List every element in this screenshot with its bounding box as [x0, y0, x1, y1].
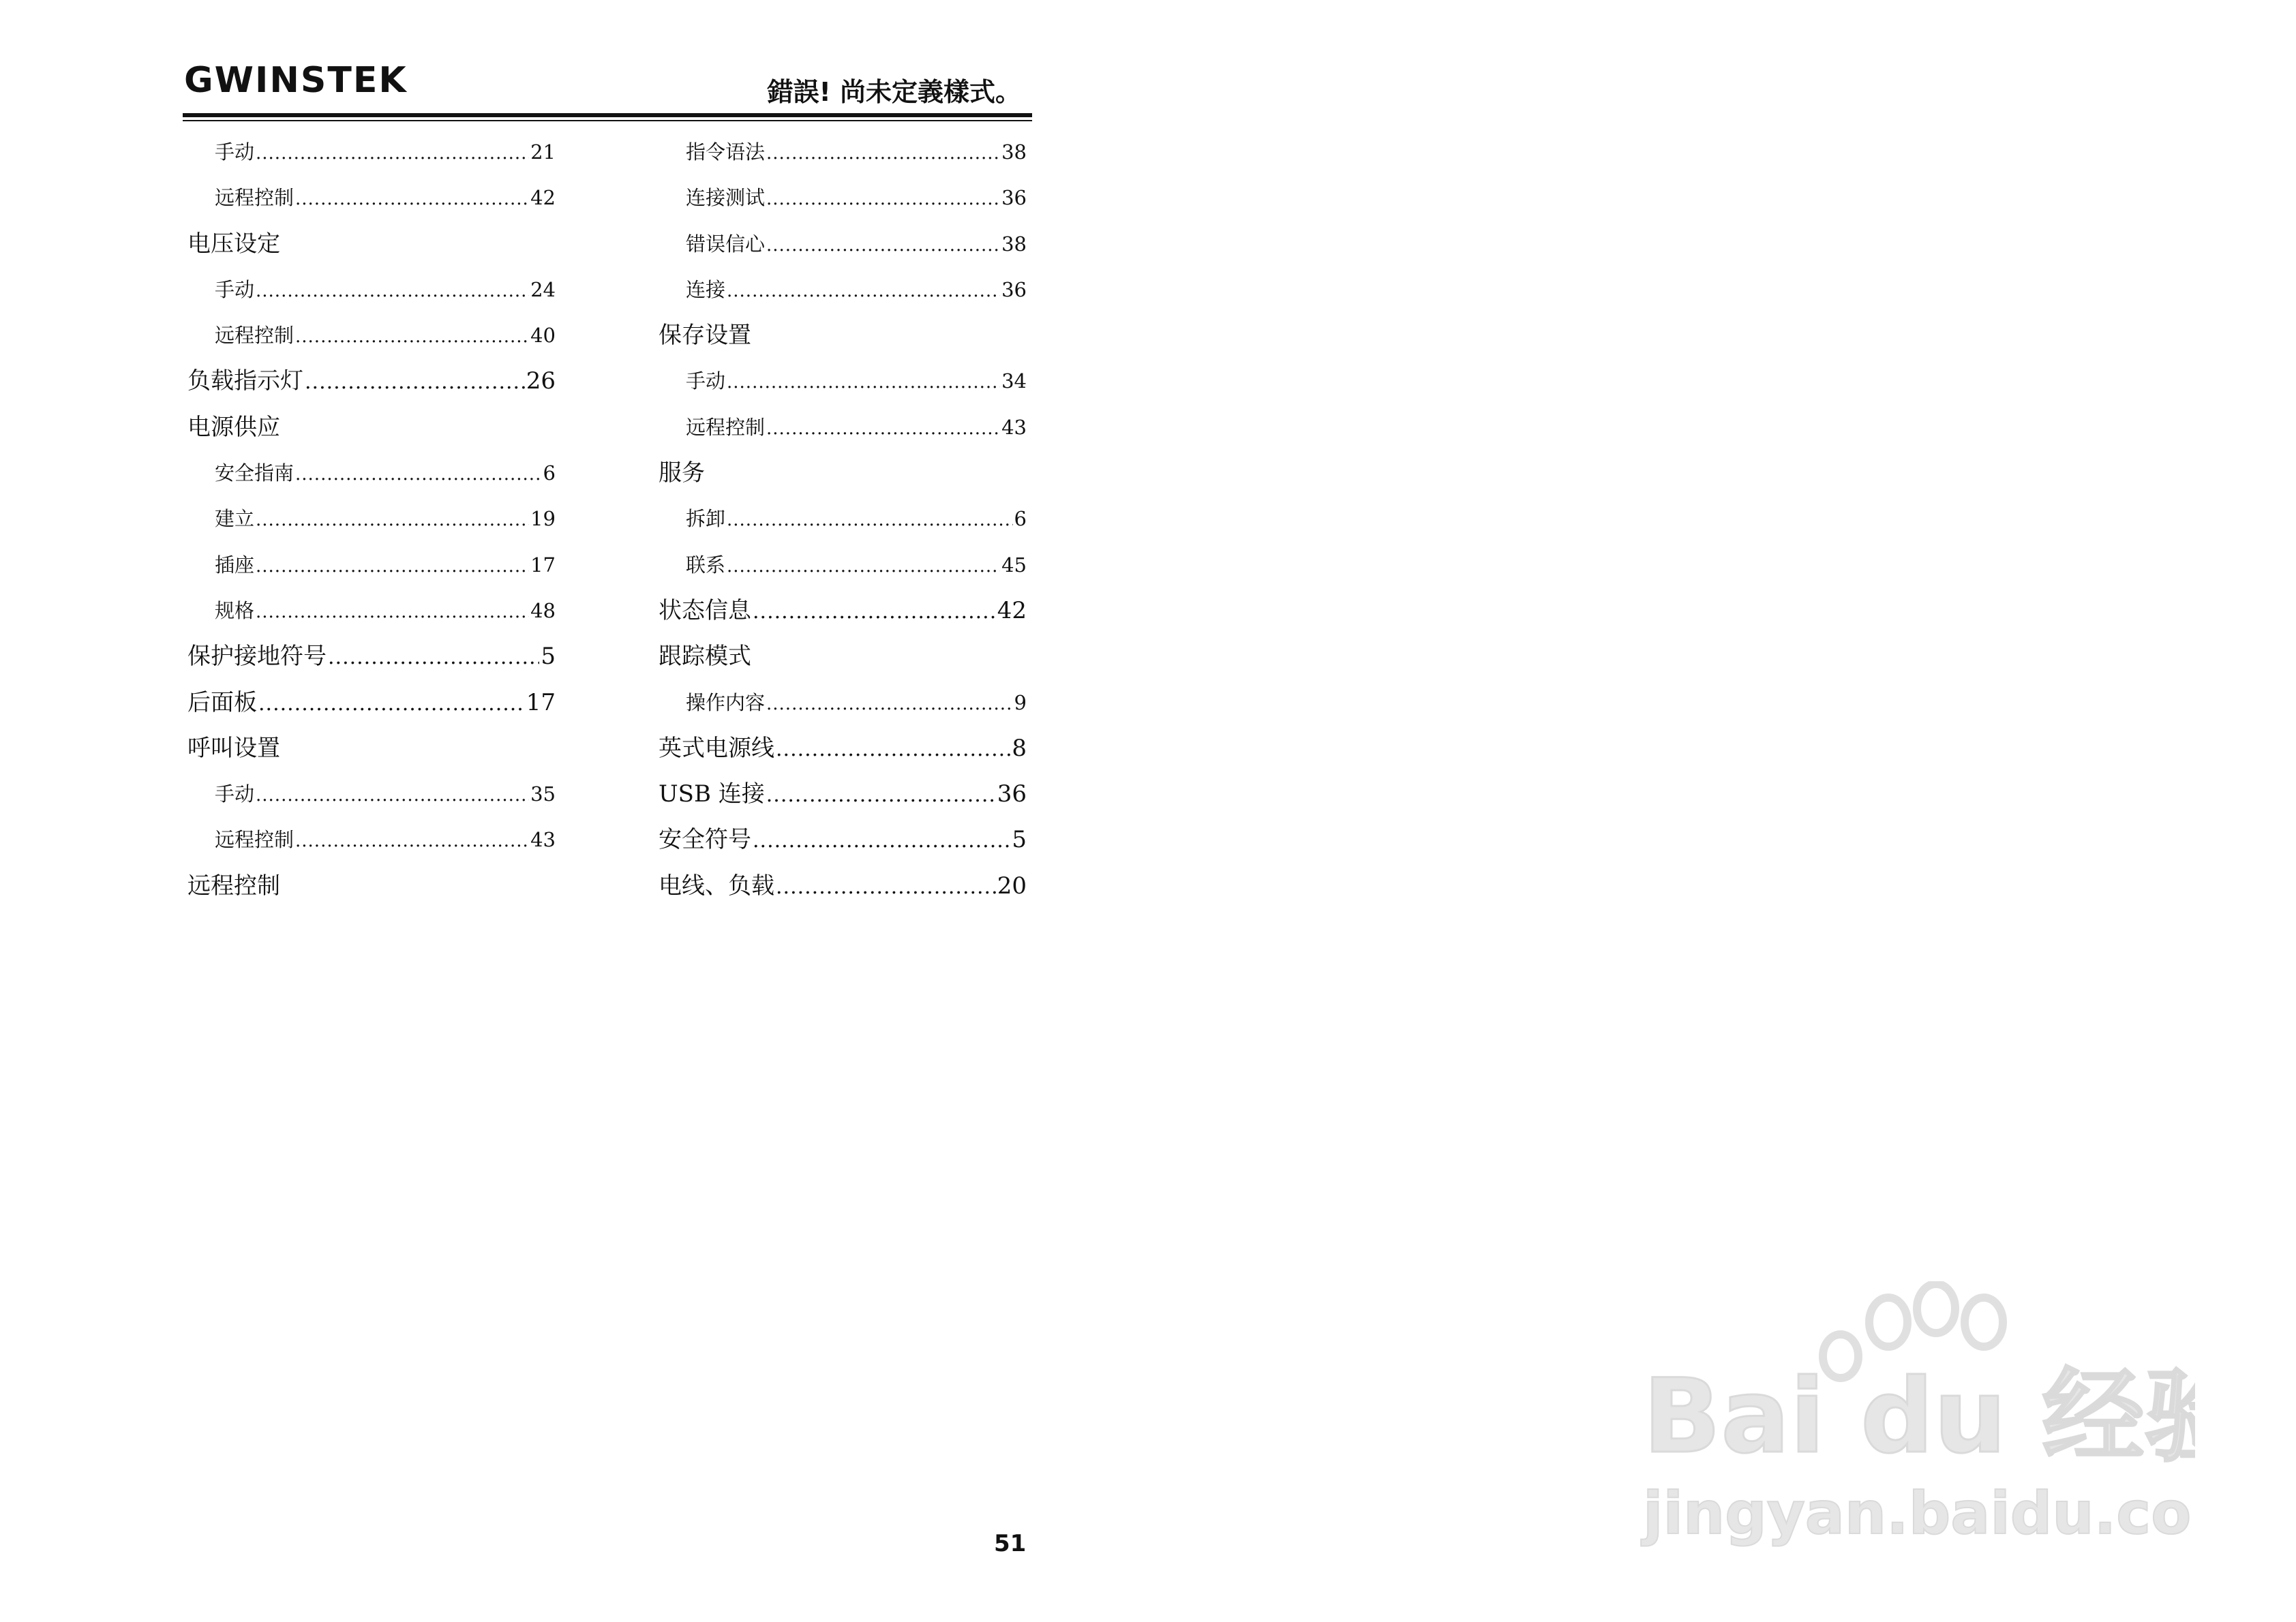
index-entry-page: 48	[530, 598, 556, 622]
index-entry-page: 5	[1012, 826, 1027, 854]
watermark-url: jingyan.baidu.com	[1643, 1480, 2195, 1548]
index-leader-dots	[776, 863, 996, 910]
index-leader-dots	[256, 771, 529, 818]
index-column-left	[187, 129, 556, 909]
index-leader-dots	[776, 726, 1010, 772]
index-entry-label: 手动	[215, 782, 255, 806]
page-number: 51	[994, 1530, 1027, 1557]
index-leader-dots	[766, 129, 1000, 177]
header-rule-thick	[183, 113, 1032, 117]
index-entry	[659, 175, 1027, 221]
index-entry-page: 43	[1001, 415, 1027, 439]
index-leader-dots	[295, 175, 529, 222]
index-entry-label: 状态信息	[659, 596, 751, 624]
index-entry-page: 34	[1001, 369, 1027, 393]
index-entry	[659, 726, 1027, 771]
index-entry	[187, 634, 556, 679]
index-entry-label: 建立	[215, 507, 255, 531]
index-leader-dots	[766, 405, 1000, 452]
index-entry-label: 联系	[686, 553, 726, 577]
index-entry-page: 8	[1012, 734, 1027, 762]
index-entry-label: 服务	[659, 459, 705, 487]
index-entry-label: 保存设置	[659, 322, 751, 350]
index-leader-dots	[305, 358, 525, 405]
index-entry-label: 远程控制	[215, 828, 294, 852]
index-entry-page: 21	[530, 140, 556, 164]
index-leader-dots	[295, 817, 529, 864]
index-leader-dots	[727, 358, 1000, 406]
index-entry	[187, 129, 556, 175]
index-entry-label: 远程控制	[187, 872, 280, 900]
index-entry-page: 38	[1001, 232, 1027, 256]
index-entry-label: 电线、负载	[659, 872, 774, 900]
index-entry-label: 拆卸	[686, 507, 726, 531]
index-entry-label: 连接	[686, 277, 726, 301]
index-leader-dots	[766, 175, 1000, 222]
index-entry-label: 保护接地符号	[187, 643, 327, 671]
index-entry	[659, 267, 1027, 313]
index-entry-label: 负载指示灯	[187, 367, 303, 395]
index-leader-dots	[766, 221, 1000, 269]
index-entry	[187, 680, 556, 726]
index-entry	[187, 771, 556, 817]
index-entry-label: 英式电源线	[659, 734, 774, 762]
watermark-brand: Bai du 经验	[1643, 1358, 2195, 1476]
index-entry	[187, 358, 556, 404]
index-leader-dots	[295, 313, 529, 360]
index-entry	[659, 863, 1027, 909]
index-entry	[659, 221, 1027, 267]
index-entry-label: 跟踪模式	[659, 643, 751, 671]
index-entry-label: 手动	[686, 369, 726, 393]
index-entry-page: 5	[541, 643, 556, 671]
paw-icon	[1636, 1281, 2195, 1554]
index-entry-page: 36	[997, 780, 1027, 808]
baidu-watermark	[1636, 1281, 2195, 1554]
index-entry	[659, 588, 1027, 634]
index-entry	[187, 221, 556, 267]
index-leader-dots	[256, 129, 529, 177]
header-rule-thin	[183, 120, 1032, 121]
index-leader-dots	[295, 450, 542, 498]
index-entry	[659, 129, 1027, 175]
index-entry	[187, 313, 556, 358]
index-leader-dots	[256, 496, 529, 543]
index-entry-label: 远程控制	[215, 186, 294, 210]
index-column-right	[659, 129, 1027, 909]
index-entry-label: 后面板	[187, 688, 257, 716]
index-entry-label: 指令语法	[686, 140, 766, 164]
index-entry-label: 电压设定	[187, 230, 280, 258]
index-entry-page: 36	[1001, 277, 1027, 301]
header-title: 錯誤! 尚未定義樣式。	[767, 77, 1021, 107]
index-leader-dots	[256, 588, 529, 635]
index-entry-label: 连接测试	[686, 186, 766, 210]
index-leader-dots	[727, 542, 1000, 590]
index-entry	[659, 771, 1027, 817]
index-entry	[659, 405, 1027, 450]
index-entry	[187, 405, 556, 450]
index-entry	[187, 175, 556, 221]
index-entry-label: 手动	[215, 140, 255, 164]
index-entry	[659, 313, 1027, 358]
index-entry	[659, 634, 1027, 679]
index-entry	[187, 496, 556, 542]
index-entry-label: 插座	[215, 553, 255, 577]
index-entry-page: 19	[530, 507, 556, 531]
index-entry-label: 远程控制	[215, 324, 294, 348]
index-entry-page: 26	[526, 367, 556, 395]
index-entry	[187, 267, 556, 313]
index-leader-dots	[766, 680, 1013, 727]
index-entry	[187, 726, 556, 771]
index-entry	[659, 680, 1027, 726]
index-leader-dots	[727, 496, 1013, 543]
index-entry-page: 38	[1001, 140, 1027, 164]
index-entry	[187, 588, 556, 634]
index-entry-label: 操作内容	[686, 690, 766, 714]
index-entry-page: 20	[997, 872, 1027, 900]
index-leader-dots	[727, 267, 1000, 314]
index-entry	[187, 863, 556, 909]
index-leader-dots	[256, 542, 529, 590]
index-entry-label: USB 连接	[659, 780, 765, 808]
gwinstek-logo: GWINSTEK	[184, 60, 408, 101]
index-entry-label: 远程控制	[686, 415, 766, 439]
index-entry	[659, 542, 1027, 588]
index-leader-dots	[258, 680, 525, 726]
index-entry	[659, 817, 1027, 863]
index-entry-label: 电源供应	[187, 413, 280, 441]
index-entry	[187, 450, 556, 496]
index-leader-dots	[766, 771, 996, 818]
index-leader-dots	[256, 267, 529, 314]
index-leader-dots	[328, 634, 539, 680]
index-entry-label: 呼叫设置	[187, 734, 280, 762]
index-leader-dots	[753, 817, 1010, 863]
index-entry-page: 24	[530, 277, 556, 301]
index-entry-label: 错误信心	[686, 232, 766, 256]
index-entry-page: 42	[530, 186, 556, 210]
index-entry-label: 规格	[215, 598, 255, 622]
index-entry-page: 36	[1001, 186, 1027, 210]
index-entry	[659, 450, 1027, 496]
index-entry-page: 17	[526, 688, 556, 716]
index-entry	[187, 817, 556, 863]
index-entry	[187, 542, 556, 588]
index-entry-page: 45	[1001, 553, 1027, 577]
index-entry-page: 35	[530, 782, 556, 806]
index-entry-label: 安全符号	[659, 826, 751, 854]
index-entry-page: 17	[530, 553, 556, 577]
index-entry-label: 安全指南	[215, 461, 294, 485]
index-entry-page: 6	[543, 461, 556, 485]
index-entry-page: 40	[530, 324, 556, 348]
index-entry	[659, 358, 1027, 404]
index-leader-dots	[753, 588, 996, 634]
index-entry-label: 手动	[215, 277, 255, 301]
index-entry-page: 6	[1014, 507, 1027, 531]
index-entry-page: 42	[997, 596, 1027, 624]
index-entry-page: 43	[530, 828, 556, 852]
index-entry-page: 9	[1014, 690, 1027, 714]
index-entry	[659, 496, 1027, 542]
